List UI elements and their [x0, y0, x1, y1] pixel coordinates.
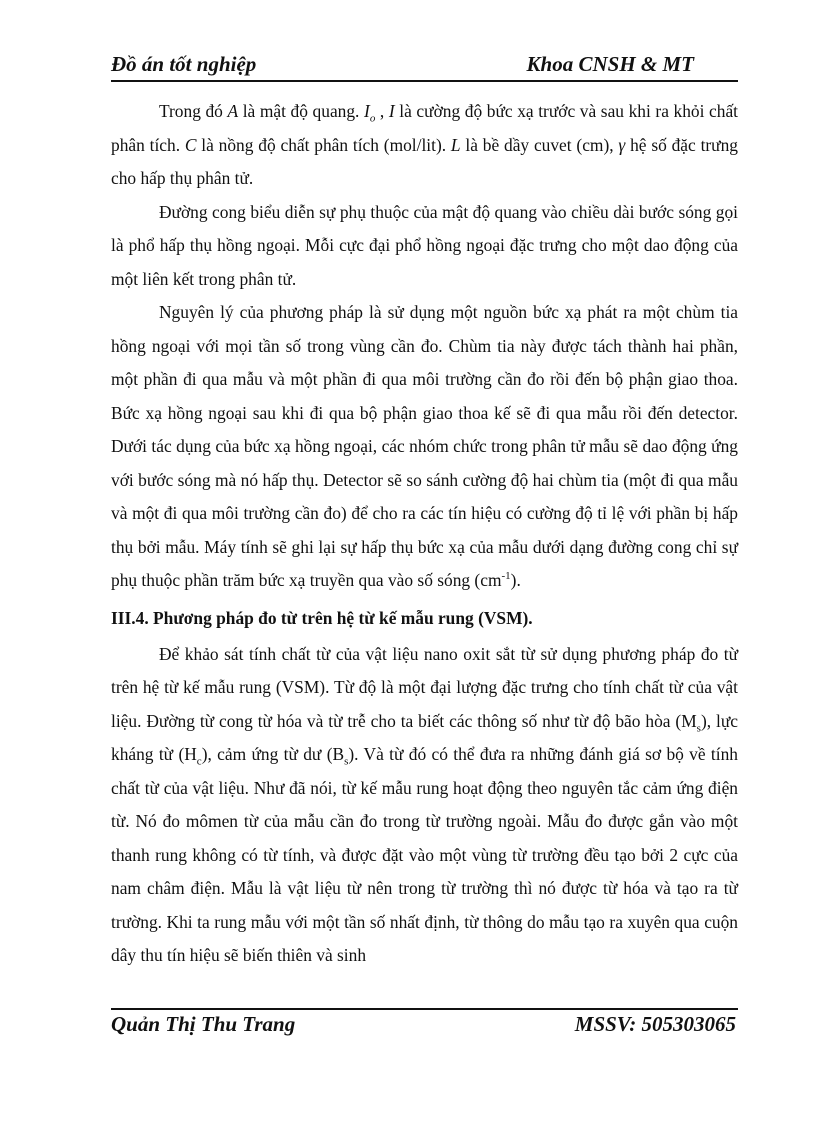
page-header — [111, 50, 738, 82]
author-name: Quản Thị Thu Trang — [111, 1012, 296, 1036]
header-department: Khoa CNSH & MT — [526, 52, 694, 76]
text: ). — [510, 570, 521, 590]
symbol-i: I — [388, 101, 395, 121]
subscript: s — [696, 721, 701, 734]
text: ), lực kháng từ (H — [111, 710, 738, 764]
text: ). Và từ đó có thể đưa ra những đánh giá sơ bộ về tính chất từ của vật liệu. Như đã nói, từ kế mẫu rung hoạt động theo nguyên tắc cảm ứng điện từ. Nó đo mômen từ của mẫu cần đo trong từ trường ngoài. Mẫu đo được gắn vào một thanh rung không có từ tính, và được đặt vào một vùng từ trường đều tạo bởi 2 cực của nam châm điện. Mẫu là vật liệu từ nên trong từ trường thì nó được từ hóa và tạo ra từ trường. Khi ta rung mẫu với một tần số nhất định, từ thông do mẫu tạo ra xuyên qua cuộn dây thu tín hiệu sẽ biến thiên và sinh — [111, 744, 738, 965]
text: Để khảo sát tính chất từ của vật liệu nano oxit sắt từ sử dụng phương pháp đo từ trên hệ từ kế mẫu rung (VSM). Từ độ là một đại lượng đặc trưng cho tính chất từ của vật liệu. Đường từ cong từ hóa và từ trễ cho ta biết các thông số như từ độ bão hòa (M — [111, 643, 738, 731]
subscript: o — [369, 112, 376, 125]
text: là cường độ bức xạ trước và sau khi ra khỏi chất phân tích. — [111, 101, 739, 155]
text: hệ số đặc trưng cho hấp thụ phân tử. — [111, 134, 739, 188]
section-heading: III.4. Phương pháp đo từ trên hệ từ kế mẫu rung (VSM). — [111, 607, 533, 628]
paragraph-2: Đường cong biểu diễn sự phụ thuộc của mật độ quang vào chiều dài bước sóng gọi là phổ hấp thụ hồng ngoại. Mỗi cực đại phổ hồng ngoại đặc trưng cho một dao động của một liên kết trong phân tử. — [111, 201, 738, 289]
text: là bề dầy cuvet (cm), — [460, 134, 619, 155]
subscript: c — [196, 755, 202, 768]
symbol-c: C — [184, 134, 197, 155]
paragraph-4 — [111, 638, 738, 973]
student-id: MSSV: 505303065 — [574, 1012, 736, 1036]
symbol-i: I — [364, 101, 370, 121]
subscript: s — [344, 755, 349, 768]
text: Nguyên lý của phương pháp là sử dụng một nguồn bức xạ phát ra một chùm tia hồng ngoại với mọi tần số trong vùng cần đo. Chùm tia này được tách thành hai phần, một phần đi qua mẫu và một phần đi qua môi trường cần đo rồi đến bộ phận giao thoa. Bức xạ hồng ngoại sau khi đi qua bộ phận giao thoa kế sẽ đi qua mẫu rồi đến detector. Dưới tác dụng của bức xạ hồng ngoại, các nhóm chức trong phân tử mẫu sẽ dao động ứng với bước sóng mà nó hấp thụ. Detector sẽ so sánh cường độ hai chùm tia (một đi qua mẫu và một đi qua môi trường cần đo) để cho ra các tín hiệu có cường độ tỉ lệ với phần bị hấp thụ bởi mẫu. Máy tính sẽ ghi lại sự hấp thụ bức xạ của mẫu dưới dạng đường cong chỉ sự phụ thuộc phần trăm bức xạ truyền qua vào số sóng (cm — [111, 302, 738, 590]
symbol-l: L — [450, 134, 461, 155]
symbol-io — [364, 101, 376, 125]
superscript: -1 — [501, 570, 511, 583]
text: Trong đó — [159, 101, 228, 121]
symbol-gamma: γ — [618, 134, 626, 155]
text: ), cảm ứng từ dư (B — [201, 744, 345, 764]
text: là nồng độ chất phân tích (mol/lit). — [196, 134, 451, 155]
text: là mật độ quang. — [238, 101, 365, 121]
text: , — [375, 101, 389, 121]
page-footer — [111, 1008, 738, 1036]
paragraph-1 — [111, 95, 738, 196]
page-content — [111, 95, 738, 973]
header-title: Đồ án tốt nghiệp — [111, 52, 257, 76]
symbol-a: A — [227, 101, 239, 121]
paragraph-3 — [111, 296, 738, 598]
